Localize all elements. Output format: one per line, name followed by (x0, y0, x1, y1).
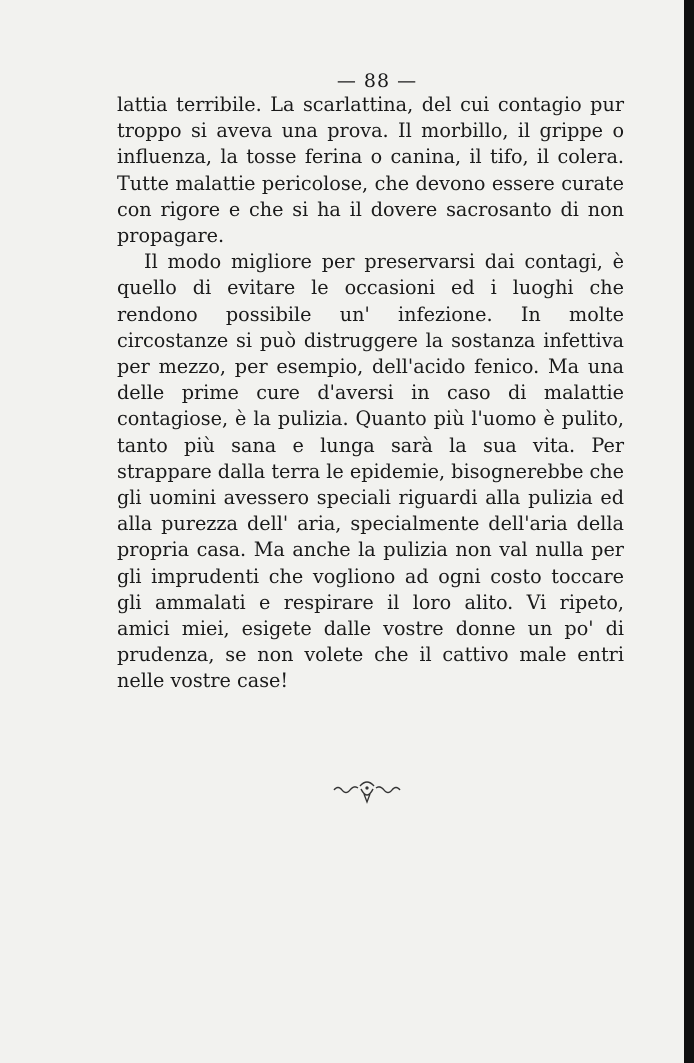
paragraph-1: lattia terribile. La scarlattina, del cui contagio pur troppo si aveva una prova. Il morbillo, il grippe o influenza, la tosse ferina o canina, il tifo, il colera. Tutte malattie pericolose, che devono essere curate con rigore e che si ha il dovere sacrosanto di non propagare. (117, 93, 624, 248)
paragraph-2: Il modo migliore per preservarsi dai contagi, è quello di evitare le occasioni ed i luoghi che rendono possibile un' infezione. In molte circostanze si può distruggere la sostanza infettiva per mezzo, per esempio, dell'acido fenico. Ma una delle prime cure d'aversi in caso di malattie contagiose, è la pulizia. Quanto più l'uomo è pulito, tanto più sana e lunga sarà la sua vita. Per strappare dalla terra le epidemie, bisognerebbe che gli uomini avessero speciali riguardi alla pulizia ed alla purezza dell' aria, specialmente dell'aria della propria casa. Ma anche la pulizia non val nulla per gli imprudenti che vogliono ad ogni costo toccare gli ammalati e respirare il loro alito. Vi ripeto, amici miei, esigete dalle vostre donne un po' di prudenza, se non volete che il cattivo male entri nelle vostre case! (117, 250, 624, 693)
page-number: — 88 — (336, 70, 418, 92)
floral-ornament-icon (330, 772, 404, 804)
body-text (117, 92, 624, 695)
page-edge (684, 0, 694, 1063)
